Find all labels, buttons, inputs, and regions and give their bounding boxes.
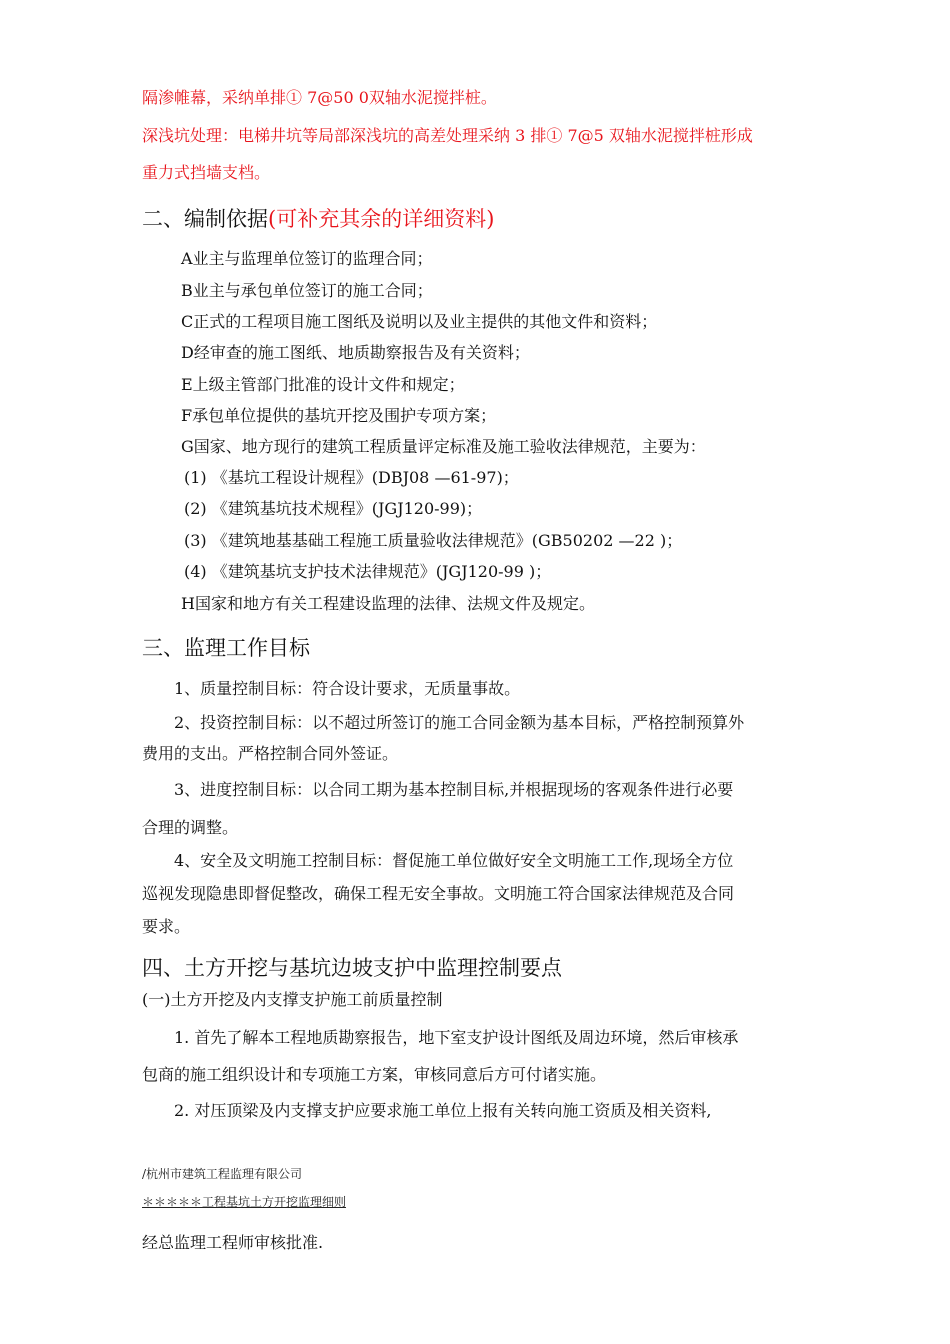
- intro-line-3: 重力式挡墙支档。: [142, 163, 271, 182]
- intro-line-1: 隔渗帷幕，采纳单排① 7@50 0双轴水泥搅拌桩。: [142, 88, 497, 107]
- basis-item-c: C正式的工程项目施工图纸及说明以及业主提供的其他文件和资料；: [181, 312, 658, 331]
- goal-schedule-1: 3、进度控制目标：以合同工期为基本控制目标,并根据现场的客观条件进行必要: [174, 780, 734, 799]
- section-4-subtitle: (一)土方开挖及内支撑支护施工前质量控制: [142, 990, 443, 1009]
- standard-item-1: (1) 《基坑工程设计规程》(DBJ08 —61-97)；: [184, 468, 519, 487]
- goal-safety-1: 4、安全及文明施工控制目标：督促施工单位做好安全文明施工工作,现场全方位: [174, 851, 734, 870]
- basis-item-e: E上级主管部门批准的设计文件和规定；: [181, 375, 465, 394]
- goal-quality: 1、质量控制目标：符合设计要求，无质量事故。: [174, 679, 521, 698]
- goal-schedule-2: 合理的调整。: [142, 818, 239, 837]
- section-4-heading: 四、土方开挖与基坑边坡支护中监理控制要点: [142, 956, 562, 980]
- control-point-1b: 包商的施工组织设计和专项施工方案，审核同意后方可付诸实施。: [142, 1065, 607, 1084]
- basis-item-d: D经审查的施工图纸、地质勘察报告及有关资料；: [181, 343, 530, 362]
- footer-company: /杭州市建筑工程监理有限公司: [142, 1167, 303, 1181]
- section-2-heading: [142, 206, 494, 232]
- basis-item-a: A业主与监理单位签订的监理合同；: [181, 249, 433, 268]
- control-point-1a: 1. 首先了解本工程地质勘察报告，地下室支护设计图纸及周边环境，然后审核承: [174, 1028, 739, 1047]
- basis-item-b: B业主与承包单位签订的施工合同；: [181, 281, 433, 300]
- footer-document-title: ＊＊＊＊＊工程基坑土方开挖监理细则: [142, 1195, 347, 1209]
- goal-investment-2: 费用的支出。严格控制合同外签证。: [142, 744, 399, 763]
- intro-line-2: 深浅坑处理：电梯井坑等局部深浅坑的高差处理采纳 3 排① 7@5 双轴水泥搅拌桩形成: [142, 126, 753, 145]
- goal-investment-1: 2、投资控制目标：以不超过所签订的施工合同金额为基本目标，严格控制预算外: [174, 713, 745, 732]
- basis-item-f: F承包单位提供的基坑开挖及围护专项方案；: [181, 406, 497, 425]
- basis-item-h: H国家和地方有关工程建设监理的法律、法规文件及规定。: [181, 594, 595, 613]
- control-point-2: 2. 对压顶梁及内支撑支护应要求施工单位上报有关转向施工资质及相关资料,: [174, 1101, 712, 1120]
- goal-safety-2: 巡视发现隐患即督促整改，确保工程无安全事故。文明施工符合国家法律规范及合同: [142, 884, 735, 903]
- basis-item-g: G国家、地方现行的建筑工程质量评定标准及施工验收法律规范，主要为：: [181, 437, 706, 456]
- section-2-note: (可补充其余的详细资料): [268, 207, 495, 231]
- standard-item-3: (3) 《建筑地基基础工程施工质量验收法律规范》(GB50202 —22 )；: [184, 531, 683, 550]
- section-2-title: 二、编制依据: [142, 207, 268, 231]
- standard-item-2: (2) 《建筑基坑技术规程》(JGJ120-99)；: [184, 499, 483, 518]
- goal-safety-3: 要求。: [142, 917, 191, 936]
- standard-item-4: (4) 《建筑基坑支护技术法律规范》(JGJ120-99 )；: [184, 562, 552, 581]
- closing-line: 经总监理工程师审核批准.: [142, 1233, 324, 1252]
- section-3-heading: 三、监理工作目标: [142, 636, 310, 660]
